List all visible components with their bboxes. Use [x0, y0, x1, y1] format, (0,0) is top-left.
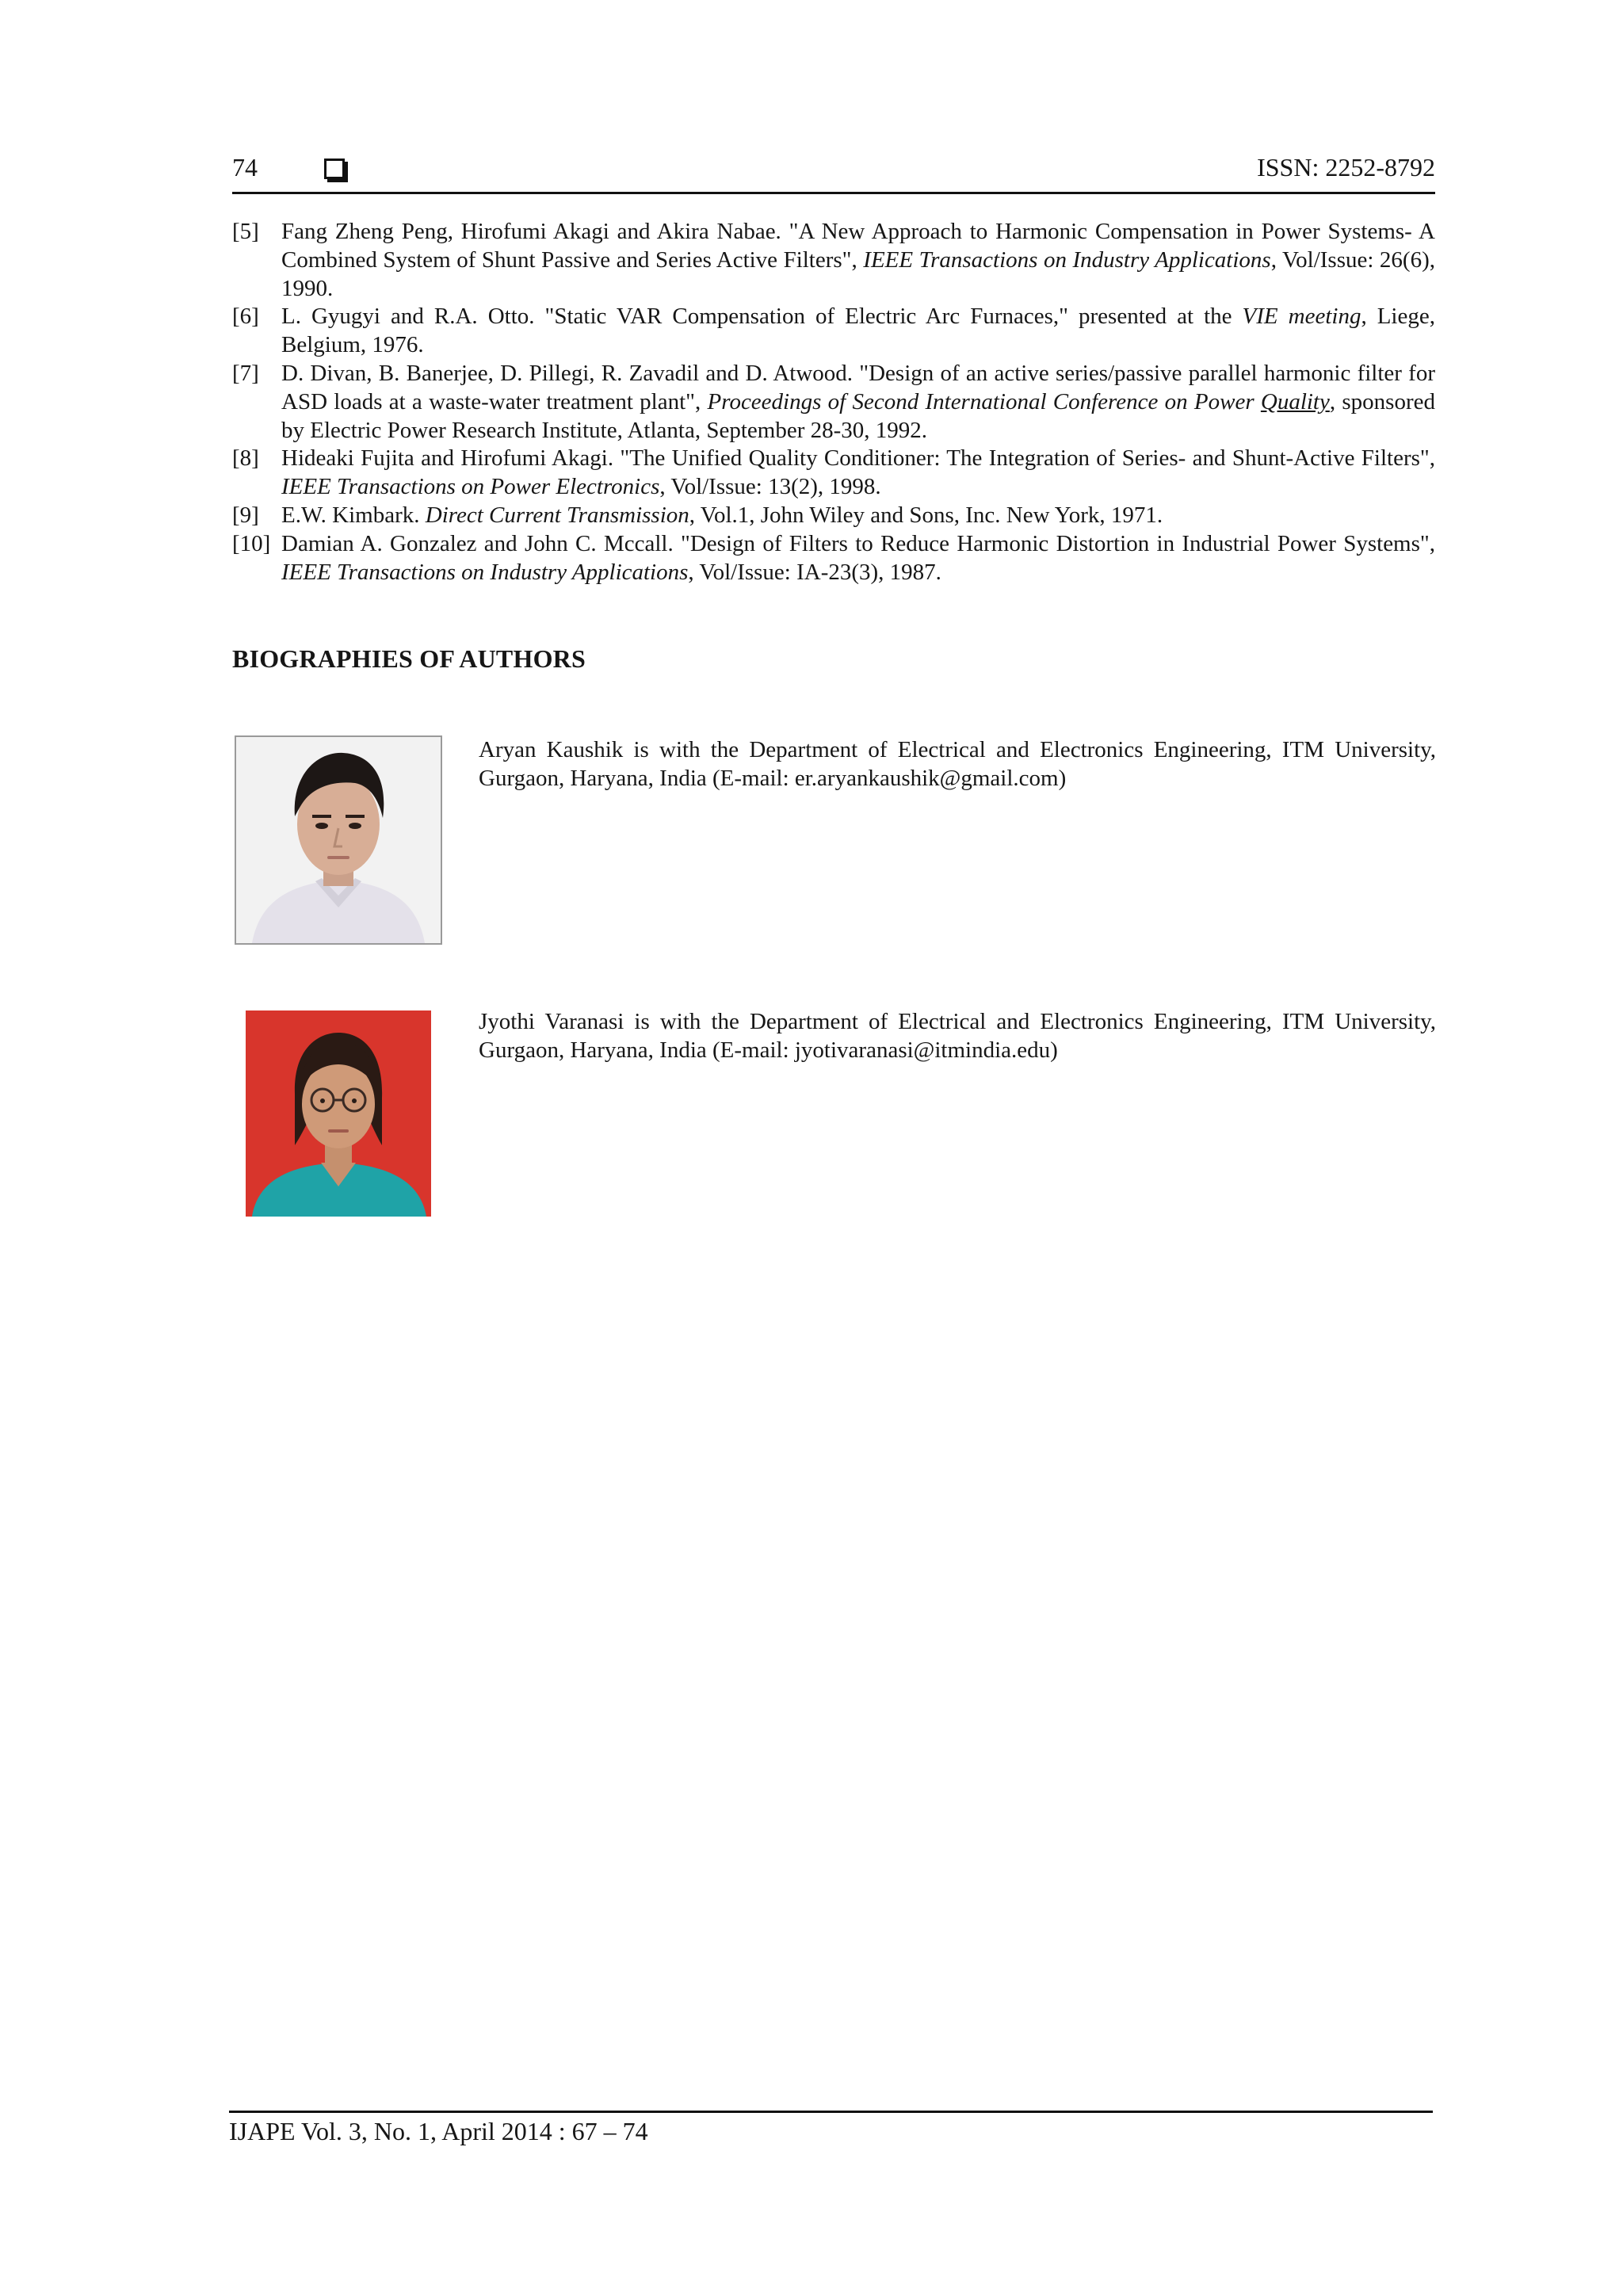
reference-list [232, 218, 1435, 586]
square-box-icon [324, 159, 345, 179]
reference-title-italic: IEEE Transactions on Industry Applications [863, 246, 1271, 273]
author-photo-aryan-kaushik [235, 735, 442, 945]
reference-item [232, 502, 1435, 530]
running-header [232, 153, 1435, 191]
footer-divider [229, 2111, 1433, 2113]
author-photo-jyothi-varanasi [246, 1010, 431, 1217]
header-divider [232, 192, 1435, 194]
reference-text: E.W. Kimbark. Direct Current Transmission, Vol.1, John Wiley and Sons, Inc. New York, 1971. [281, 502, 1163, 528]
reference-number: [7] [232, 360, 259, 386]
reference-text: L. Gyugyi and R.A. Otto. "Static VAR Compensation of Electric Arc Furnaces," presented at the VIE meeting, Liege, Belgium, 1976. [281, 304, 1435, 358]
reference-item [232, 303, 1435, 360]
author-bio-aryan-kaushik: Aryan Kaushik is with the Department of Electrical and Electronics Engineering, ITM University, Gurgaon, Haryana, India (E-mail: er.aryankaushik@gmail.com) [479, 737, 1436, 791]
reference-item [232, 445, 1435, 502]
reference-title-italic: VIE meeting [1242, 304, 1361, 330]
biographies-heading: BIOGRAPHIES OF AUTHORS [232, 644, 586, 673]
page-number: 74 [232, 153, 258, 181]
reference-text: Hideaki Fujita and Hirofumi Akagi. "The Unified Quality Conditioner: The Integration of Series- and Shunt-Active Filters", IEEE Transactions on Power Electronics, Vol/Issue: 13(2), 1998. [281, 445, 1435, 500]
reference-title-italic: IEEE Transactions on Industry Applications [281, 559, 689, 585]
reference-number: [5] [232, 219, 259, 244]
reference-number: [10] [232, 530, 271, 556]
reference-title-italic: Proceedings of Second International Conference on Power [707, 388, 1261, 415]
reference-text: Fang Zheng Peng, Hirofumi Akagi and Akira Nabae. "A New Approach to Harmonic Compensation in Power Systems- A Combined System of Shunt Passive and Series Active Filters", IEEE Transactions on Industry Applications, Vol/Issue: 26(6), 1990. [281, 219, 1435, 301]
journal-footer: IJAPE Vol. 3, No. 1, April 2014 : 67 – 74 [229, 2117, 648, 2145]
reference-item [232, 360, 1435, 445]
reference-item [232, 530, 1435, 587]
reference-text: Damian A. Gonzalez and John C. Mccall. "Design of Filters to Reduce Harmonic Distortion in Industrial Power Systems", IEEE Transactions on Industry Applications, Vol/Issue: IA-23(3), 1987. [281, 530, 1435, 585]
reference-number: [6] [232, 304, 259, 330]
author-portrait-image [236, 737, 441, 943]
author-portrait-image [246, 1010, 431, 1217]
issn-label: ISSN: 2252-8792 [1257, 153, 1435, 181]
reference-text: D. Divan, B. Banerjee, D. Pillegi, R. Zavadil and D. Atwood. "Design of an active series/passive parallel harmonic filter for ASD loads at a waste-water treatment plant", Proceedings of Second International Conference on Power Quality, sponsored by Electric Power Research Institute, Atlanta, September 28-30, 1992. [281, 360, 1435, 443]
reference-title-italic: IEEE Transactions on Power Electronics [281, 474, 660, 500]
reference-number: [8] [232, 445, 259, 472]
reference-title-italic: Quality [1260, 388, 1330, 415]
reference-title-italic: Direct Current Transmission [425, 502, 689, 528]
reference-item [232, 218, 1435, 303]
author-bio-jyothi-varanasi: Jyothi Varanasi is with the Department of Electrical and Electronics Engineering, ITM University, Gurgaon, Haryana, India (E-mail: jyotivaranasi@itmindia.edu) [479, 1009, 1436, 1063]
reference-number: [9] [232, 502, 259, 528]
